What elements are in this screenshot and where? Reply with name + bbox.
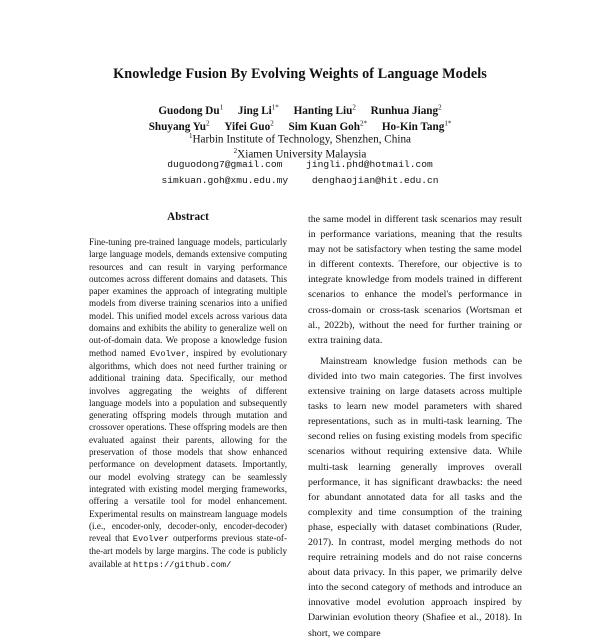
paper-title: Knowledge Fusion By Evolving Weights of Language Models (113, 66, 487, 82)
email-line-2 (0, 172, 600, 190)
code-url-link[interactable]: https://github.com/ (132, 559, 232, 570)
author: Shuyang Yu$^2$ (148, 119, 210, 133)
abstract-text: Fine-tuning pre-trained language models, particularly large language models, demands extensive computing resources and can result in varying performance outcomes across different domains and datasets. This paper examines the approach of integrating multiple models from diverse training scenarios into a unified model. This unified model excels across various data domains and exhibits the ability to generalize well on out-of-domain data. We propose a knowledge fusion method named Evolver, inspired by evolutionary algorithms, which does not need further training or additional training data. Specifically, our method involves aggregating the weights of different language models into a population and subsequently generating offspring models through mutation and crossover operations. These offspring models are then evaluated against their parents, allowing for the preservation of those models that show enhanced performance on development datasets. Importantly, our model evolving strategy can be seamlessly integrated with existing model merging frameworks, offering a versatile tool for model enhancement. Experimental results on mainstream language models (i.e., encoder-only, decoder-only, encoder-decoder) reveal that Evolver outperforms previous state-of-the-art models by large margins. The code is publicly available at https://github.com/ (89, 237, 287, 570)
author: Hanting Liu$^2$ (293, 103, 356, 117)
author: Jing $Li^{1*}$ (237, 103, 279, 117)
author: Sim Kuan Goh$^{2*}$ (288, 119, 368, 133)
main-text-column (308, 212, 522, 641)
author: Guodong Du$^1$ (158, 103, 224, 117)
author: Yifei Guo$^2$ (224, 119, 274, 133)
author: Runhua Jiang$^2$ (370, 103, 442, 117)
method-name: Evolver (132, 534, 170, 545)
affiliation-1: $^1$Harbin Institute of Technology, Shenzhen, China (188, 132, 412, 146)
body-paragraph: Mainstream knowledge fusion methods can be divided into two main categories. The first involves extensive training on large datasets across multiple tasks to learn new model parameters with shared representations, such as in multi-task learning. The second relies on fusing existing models from specific scenarios without requiring extensive data. While multi-task learning generally improves overall performance, it has significant drawbacks: the need for abundant annotated data for all tasks and the complexity and time consumption of the training phase, especially with dataset combinations (Ruder, 2017). In contrast, model merging methods do not require retraining models and do not raise concerns about data privacy. In this paper, we primarily delve into the second category of methods and introduce an innovative model evolution approach inspired by Darwinian evolution theory (Shafiee et al., 2018). In short, we compare (308, 355, 522, 639)
abstract-heading: Abstract (167, 211, 209, 223)
email[interactable]: simkuan.goh@xmu.edu.my (161, 175, 289, 186)
author: Ho-Kin Tang$^{1*}$ (381, 119, 452, 133)
method-name: Evolver (149, 348, 187, 359)
email[interactable]: duguodong7@gmail.com (167, 159, 283, 170)
body-paragraph: the same model in different task scenarios may result in performance variations, meaning that the results may not be satisfactory when testing the same model in different contexts. Therefore, our objective is to integrate knowledge from models trained in different scenarios to enhance the model's performance in cross-domain or cross-task scenarios (Wortsman et al., 2022b), without the need for further training or extra training data. (308, 214, 522, 346)
email[interactable]: denghaojian@hit.edu.cn (311, 175, 439, 186)
email[interactable]: jingli.phd@hotmail.com (306, 159, 433, 170)
affiliation-2: $^2$Xiamen University Malaysia (233, 147, 367, 161)
